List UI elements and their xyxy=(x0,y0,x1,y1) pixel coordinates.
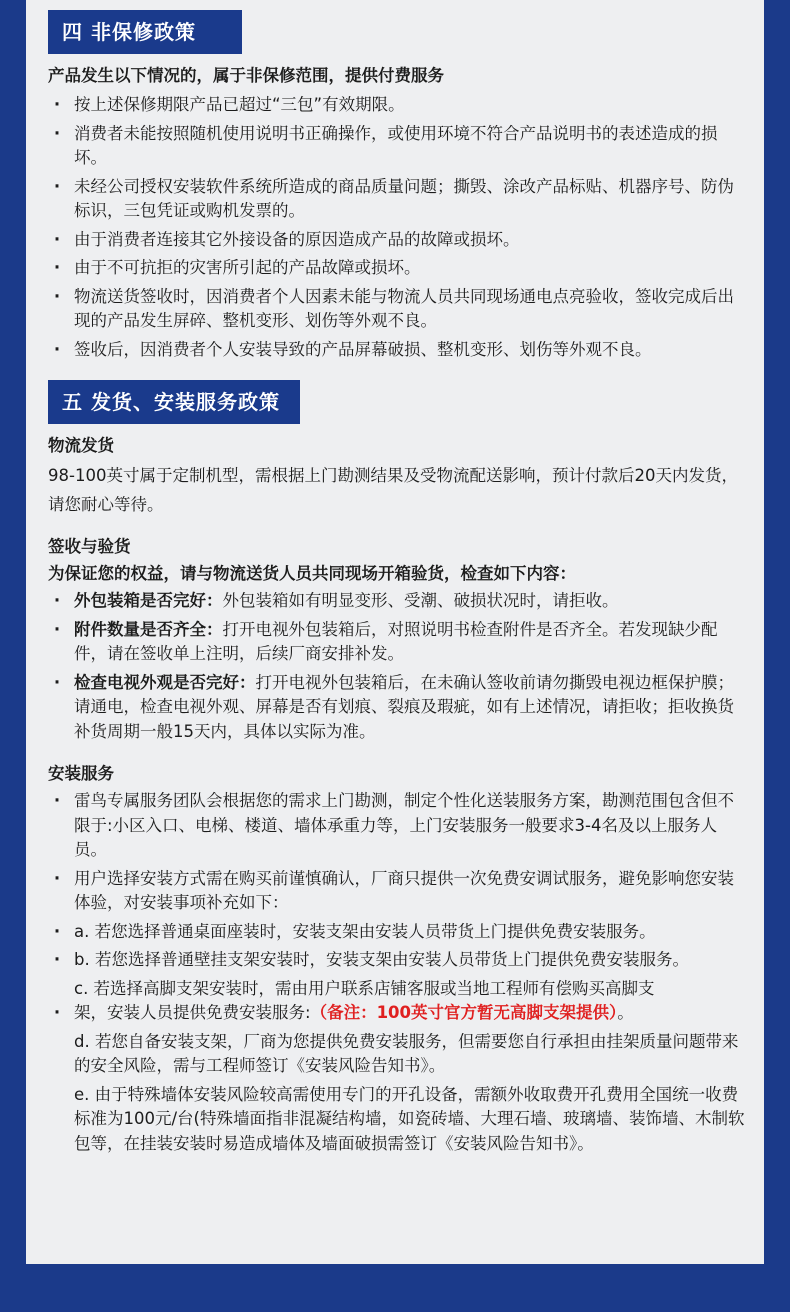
receipt-lead: 为保证您的权益，请与物流送货人员共同现场开箱验货，检查如下内容： xyxy=(48,564,576,583)
list-item: · 消费者未能按照随机使用说明书正确操作，或使用环境不符合产品说明书的表述造成的损坏。 xyxy=(48,122,748,171)
section-5-title: 五 发货、安装服务政策 xyxy=(48,380,300,424)
list-item: · 雷鸟专属服务团队会根据您的需求上门勘测，制定个性化送装服务方案，勘测范围包含但不限于:小区入口、电梯、楼道、墙体承重力等，上门安装服务一般要求3-4名及以上服务人员。 xyxy=(48,789,748,863)
bullet-icon: · xyxy=(53,921,61,941)
bullet-icon: · xyxy=(53,123,61,143)
install-e: e. 由于特殊墙体安装风险较高需使用专门的开孔设备，需额外收取费开孔费用全国统一收费标准为100元/台(特殊墙面指非混凝结构墙，如瓷砖墙、大理石墙、玻璃墙、装饰墙、木制软包等，在挂装安装时易造成墙体及墙面破损需签订《安装风险告知书》。 xyxy=(74,1084,745,1153)
section-4-title: 四 非保修政策 xyxy=(48,10,242,54)
section-4-lead: 产品发生以下情况的，属于非保修范围，提供付费服务 xyxy=(48,66,444,85)
list-item: · b. 若您选择普通壁挂支架安装时，安装支架由安装人员带货上门提供免费安装服务。 xyxy=(48,948,748,973)
bullet-icon: · xyxy=(53,286,61,306)
bullet-icon: · xyxy=(53,950,61,969)
list-item: · 由于不可抗拒的灾害所引起的产品故障或损坏。 xyxy=(48,256,748,281)
list-item: · 用户选择安装方式需在购买前谨慎确认，厂商只提供一次免费安调试服务，避免影响您安装体验，对安装事项补充如下： xyxy=(48,867,748,916)
section-4-list xyxy=(48,93,748,362)
list-item: · 由于消费者连接其它外接设备的原因造成产品的故障或损坏。 xyxy=(48,228,748,253)
list-item: · 附件数量是否齐全：打开电视外包装箱后，对照说明书检查附件是否齐全。若发现缺少配件，请在签收单上注明，后续厂商安排补发。 xyxy=(48,618,748,667)
list-item: · 外包装箱是否完好：外包装箱如有明显变形、受潮、破损状况时，请拒收。 xyxy=(48,589,748,614)
list-item: · a. 若您选择普通桌面座装时，安装支架由安装人员带货上门提供免费安装服务。 xyxy=(48,920,748,945)
section-5-body xyxy=(48,434,748,1156)
receipt-heading: 签收与验货 xyxy=(48,537,131,556)
install-c-line-1: c. 若选择高脚支架安装时，需由用户联系店铺客服或当地工程师有偿购买高脚支 xyxy=(74,978,655,998)
bullet-icon: · xyxy=(53,619,61,639)
bullet-icon: · xyxy=(53,791,61,810)
bullet-icon: · xyxy=(53,1003,61,1022)
bullet-icon: · xyxy=(53,176,61,196)
list-item: · 签收后，因消费者个人安装导致的产品屏幕破损、整机变形、划伤等外观不良。 xyxy=(48,338,748,363)
logistics-text: 98-100英寸属于定制机型，需根据上门勘测结果及受物流配送影响，预计付款后20天内发货，请您耐心等待。 xyxy=(48,466,738,514)
highlight-note: （备注：100英寸官方暂无高脚支架提供） xyxy=(310,1003,618,1022)
content-panel xyxy=(26,0,764,1264)
bullet-icon: · xyxy=(53,229,61,249)
install-d: d. 若您自备安装支架，厂商为您提供免费安装服务，但需要您自行承担由挂架质量问题带来的安全风险，需与工程师签订《安装风险告知书》。 xyxy=(74,1031,739,1075)
bullet-icon: · xyxy=(53,868,61,888)
list-item: · 检查电视外观是否完好：打开电视外包装箱后，在未确认签收前请勿撕毁电视边框保护膜；请通电，检查电视外观、屏幕是否有划痕、裂痕及瑕疵，如有上述情况，请拒收；拒收换货补货周期一般15天内，具体以实际为准。 xyxy=(48,671,748,745)
bullet-icon: · xyxy=(53,339,61,359)
install-heading: 安装服务 xyxy=(48,764,114,783)
list-item: · 未经公司授权安装软件系统所造成的商品质量问题；撕毁、涂改产品标贴、机器序号、防伪标识，三包凭证或购机发票的。 xyxy=(48,175,748,224)
bullet-icon: · xyxy=(53,95,61,114)
list-item: · 架，安装人员提供免费安装服务:（备注：100英寸官方暂无高脚支架提供）。 xyxy=(48,1001,748,1026)
section-4-body xyxy=(48,64,748,362)
list-item: · 物流送货签收时，因消费者个人因素未能与物流人员共同现场通电点亮验收，签收完成后出现的产品发生屏碎、整机变形、划伤等外观不良。 xyxy=(48,285,748,334)
bullet-icon: · xyxy=(53,591,61,610)
logistics-heading: 物流发货 xyxy=(48,436,114,455)
list-item: · 按上述保修期限产品已超过“三包”有效期限。 xyxy=(48,93,748,118)
bullet-icon: · xyxy=(53,258,61,277)
bullet-icon: · xyxy=(53,672,61,692)
